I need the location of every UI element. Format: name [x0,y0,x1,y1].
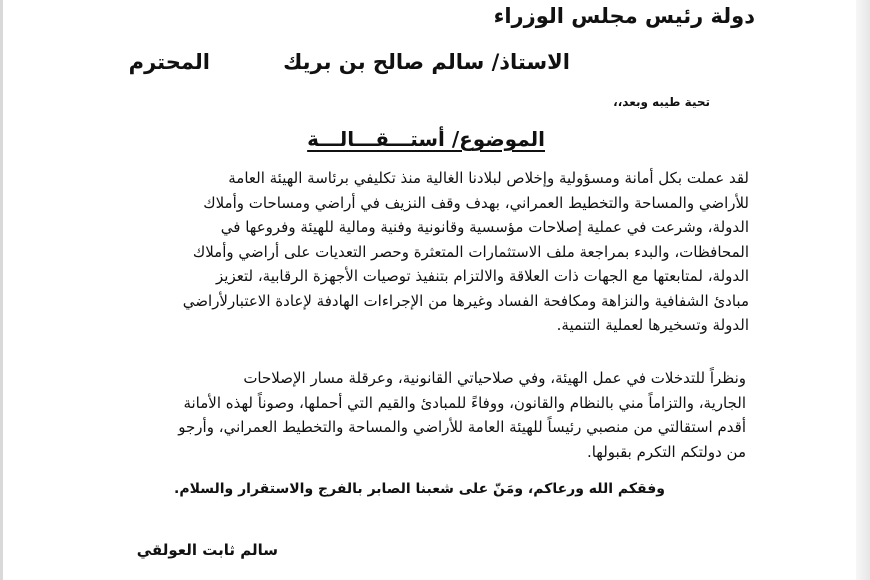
signature-name: سالم ثابت العولقي [136,541,278,559]
closing-line: وفقكم الله ورعاكم، ومَنّ على شعبنا الصابر بالفرج والاستقرار والسلام. [174,481,665,497]
honorific: المحترم [128,50,210,74]
paragraph-line: الدولة وتسخيرها لعملية التنمية. [556,316,749,334]
addressee-name: الاستاذ/ سالم صالح بن بريك [283,50,570,74]
body-paragraph-2 [146,366,746,464]
paragraph-line: مبادئ الشفافية والنزاهة ومكافحة الفساد وغيرها من الإجراءات الهادفة لإعادة الاعتبارلأراضي [182,291,749,310]
paragraph-line: من دولتكم التكرم بقبولها. [586,442,746,461]
subject-heading: الموضوع/ أستـــقـــالـــة [307,127,545,151]
recipient-title: دولة رئيس مجلس الوزراء [493,4,755,28]
paragraph-line: أقدم استقالتي من منصبي رئيساً للهيئة العامة للأراضي والمساحة والتخطيط العمراني، وأرجو [178,418,746,436]
paragraph-line: لقد عملت بكل أمانة ومسؤولية وإخلاص لبلادنا الغالية منذ تكليفي برئاسة الهيئة العامة [228,169,749,187]
page-left-edge [0,0,3,580]
paragraph-line: ونظراً للتدخلات في عمل الهيئة، وفي صلاحياتي القانونية، وعرقلة مسار الإصلاحات [243,369,746,387]
paragraph-line: الجارية، والتزاماً مني بالنظام والقانون، ووفاءً للمبادئ والقيم التي أحملها، وصوناً لهذه الأمانة [183,393,746,412]
greeting: تحية طيبه وبعد،، [613,95,710,109]
paragraph-line: للأراضي والمساحة والتخطيط العمراني، بهدف وقف النزيف في أراضي ومساحات وأملاك [203,193,749,212]
paragraph-line: الدولة، لمتابعتها مع الجهات ذات العلاقة والالتزام بتنفيذ توصيات الأجهزة الرقابية، لتعزيز [216,267,749,285]
page-right-edge [856,0,870,580]
paragraph-line: المحافظات، والبدء بمراجعة ملف الاستثمارات المتعثرة وحصر التعديات على أراضي وأملاك [192,242,749,261]
body-paragraph-1 [149,166,749,338]
paragraph-line: الدولة، وشرعت في عملية إصلاحات مؤسسية وقانونية وفنية ومالية للهيئة وفروعها في [220,218,749,236]
